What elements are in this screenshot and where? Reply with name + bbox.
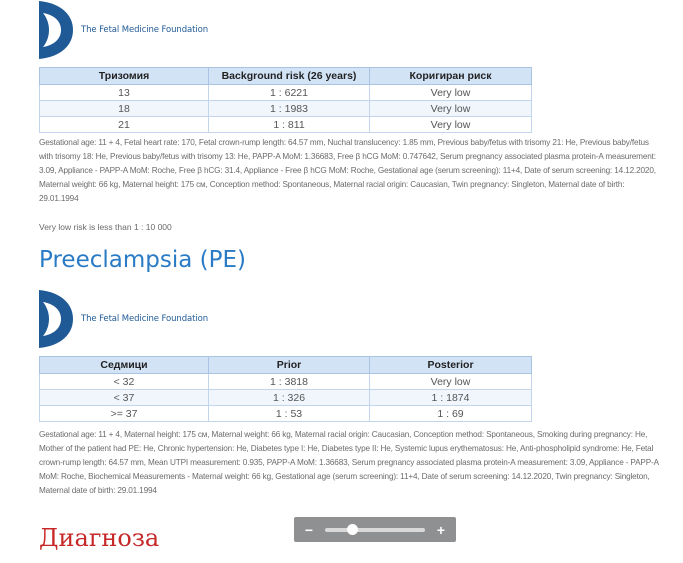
table-row xyxy=(40,390,532,406)
logo-text: The Fetal Medicine Foundation xyxy=(81,25,208,35)
zoom-in-button[interactable]: + xyxy=(436,521,446,538)
column-header-weeks: Седмици xyxy=(40,357,209,374)
preeclampsia-risk-table xyxy=(39,356,532,422)
table-row xyxy=(40,117,532,133)
column-header-trisomy: Тризомия xyxy=(40,68,209,85)
table-cell: Very low xyxy=(370,85,532,101)
table-cell: 13 xyxy=(40,85,209,101)
risk-threshold-note: Very low risk is less than 1 : 10 000 xyxy=(39,222,172,232)
column-header-background-risk: Background risk (26 years) xyxy=(209,68,370,85)
trisomy-risk-table xyxy=(39,67,532,133)
table-row xyxy=(40,101,532,117)
table-row xyxy=(40,85,532,101)
fmf-logo-icon xyxy=(39,290,75,348)
table-cell: 1 : 53 xyxy=(209,406,370,422)
diagnosis-title: Диагноза xyxy=(39,524,160,552)
column-header-posterior: Posterior xyxy=(370,357,532,374)
logo-text: The Fetal Medicine Foundation xyxy=(81,314,208,324)
table-cell: 1 : 3818 xyxy=(209,374,370,390)
table-header-row xyxy=(40,68,532,85)
fmf-logo-icon xyxy=(39,1,75,59)
table-row xyxy=(40,374,532,390)
zoom-slider-track[interactable] xyxy=(325,528,425,532)
zoom-slider-handle[interactable] xyxy=(347,524,358,535)
zoom-out-button[interactable]: − xyxy=(304,521,314,538)
trisomy-parameters-text: Gestational age: 11 + 4, Fetal heart rate: 170, Fetal crown-rump length: 64.57 mm, Nuchal translucency: 1.85 mm, Previous baby/fetus with trisomy 21: He, Previous baby/fetus with trisomy 18: He, Previous baby/fetus with trisomy 13: He, PAPP-A MoM: 1.36683, Free β hCG MoM: 0.747642, Serum pregnancy associated plasma protein-A measurement: 3.09, Appliance - PAPP-A MoM: Roche, Free β hCG: 31.4, Appliance - Free β hCG MoM: Roche, Gestational age (serum screening): 11+4, Date of serum screening: 14.12.2020, Maternal weight: 66 kg, Maternal height: 175 см, Conception method: Spontaneous, Maternal racial origin: Caucasian, Twin pregnancy: Singleton, Maternal date of birth: 29.01.1994 xyxy=(39,138,656,203)
table-cell: 1 : 811 xyxy=(209,117,370,133)
table-cell: Very low xyxy=(370,117,532,133)
column-header-corrected-risk: Коригиран риск xyxy=(370,68,532,85)
table-cell: >= 37 xyxy=(40,406,209,422)
column-header-prior: Prior xyxy=(209,357,370,374)
preeclampsia-title: Preeclampsia (PE) xyxy=(39,247,246,273)
table-cell: 1 : 1874 xyxy=(370,390,532,406)
preeclampsia-parameters-text: Gestational age: 11 + 4, Maternal height: 175 см, Maternal weight: 66 kg, Maternal racial origin: Caucasian, Conception method: Spontaneous, Smoking during pregnancy: He, Mother of the patient had PE: He, Chronic hypertension: He, Diabetes type I: He, Diabetes type II: He, Systemic lupus erythematosus: He, Anti-phospholipid syndrome: He, Fetal crown-rump length: 64.57 mm, Mean UTPI measurement: 0.935, PAPP-A MoM: 1.36683, Serum pregnancy associated plasma protein-A measurement: 3.09, Appliance - PAPP-A MoM: Roche, Biochemical Measurements - Maternal weight: 66 kg, Gestational age (serum screening): 11+4, Date of serum screening: 14.12.2020, Twin pregnancy: Singleton, Maternal date of birth: 29.01.1994 xyxy=(39,430,659,495)
table-cell: 1 : 1983 xyxy=(209,101,370,117)
table-cell: 1 : 6221 xyxy=(209,85,370,101)
table-cell: Very low xyxy=(370,101,532,117)
table-cell: 1 : 69 xyxy=(370,406,532,422)
table-cell: < 32 xyxy=(40,374,209,390)
table-cell: 1 : 326 xyxy=(209,390,370,406)
zoom-control xyxy=(294,517,456,542)
fmf-logo xyxy=(39,290,208,348)
table-cell: 21 xyxy=(40,117,209,133)
table-cell: < 37 xyxy=(40,390,209,406)
table-header-row xyxy=(40,357,532,374)
table-cell: 18 xyxy=(40,101,209,117)
table-row xyxy=(40,406,532,422)
fmf-logo xyxy=(39,1,208,59)
table-cell: Very low xyxy=(370,374,532,390)
